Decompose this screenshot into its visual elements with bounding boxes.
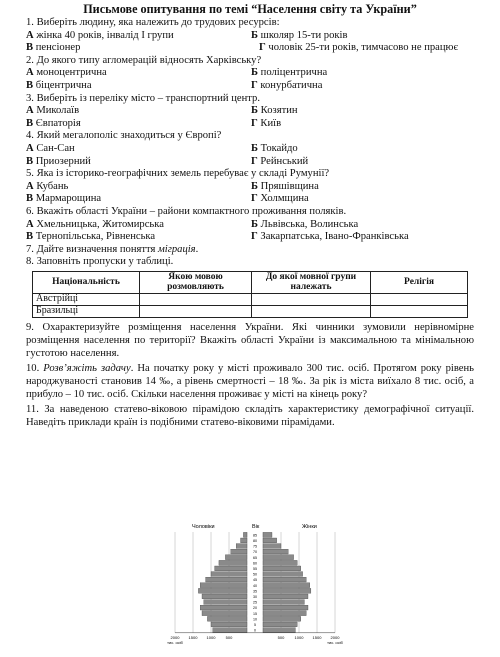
female-bar (263, 611, 306, 616)
q3-option-g: Г Київ (251, 117, 282, 129)
male-bar (204, 600, 247, 605)
table-row (33, 305, 468, 317)
q1-options-row1 (26, 30, 474, 43)
question-7: 7. Дайте визначення поняття міграція. (26, 243, 199, 255)
x-tick-label: 1000 (294, 634, 304, 640)
question-3: 3. Виберіть із переліку місто – транспортний центр. (26, 92, 260, 104)
q1-option-v: В пенсіонер (26, 42, 81, 54)
col-nationality: Національність (33, 271, 140, 293)
q2-option-g: Г конурбатична (251, 79, 323, 91)
age-tick: 85 (253, 533, 257, 538)
female-bar (263, 622, 297, 627)
male-bar (202, 594, 247, 599)
cell[interactable] (371, 293, 468, 305)
col-language-group: До якої мовної групи належать (252, 271, 371, 293)
cell[interactable] (252, 293, 371, 305)
table-row (33, 293, 468, 305)
q5-options-row2 (26, 193, 474, 206)
female-bar (263, 555, 294, 560)
question-4: 4. Який мегалополіс знаходиться у Європі? (26, 130, 222, 142)
cell[interactable] (371, 305, 468, 317)
age-tick: 25 (253, 600, 257, 605)
male-bar (198, 588, 247, 593)
age-tick: 65 (253, 555, 257, 560)
age-tick: 60 (253, 561, 257, 566)
question-11: 11. За наведеною статево-віковою пірамідою складіть характеристику демографічної ситуації. Наведіть приклади країн із подібними статево-віковими пірамідами. (26, 403, 474, 428)
male-bar (225, 555, 247, 560)
male-bar (243, 532, 247, 537)
age-tick: 10 (253, 617, 257, 622)
age-tick: 5 (254, 623, 256, 627)
male-bar (207, 616, 247, 621)
age-label: Вік (252, 524, 260, 530)
q6-option-b: Б Львівська, Волинська (251, 218, 359, 230)
age-tick: 35 (253, 589, 257, 594)
female-bar (263, 566, 301, 571)
q2-option-b: Б поліцентрична (251, 67, 328, 79)
question-10: 10. Розв’яжіть задачу. На початку року у місті проживало 300 тис. осіб. Протягом року рівень народжуваності становив 14 ‰, а рівень смертності – 18 ‰. За рік із міста виїхало 8 тис. осіб, а прибуло – 10 тис. осіб. Скільки населення проживає у місті на кінець року? (26, 362, 474, 401)
q1-option-a: А жінка 40 років, інвалід І групи (26, 29, 174, 41)
male-bar (211, 572, 247, 577)
male-bar (231, 549, 247, 554)
q5-option-a: А Кубань (26, 180, 69, 192)
male-bar (241, 538, 247, 543)
x-tick-label: 500 (225, 634, 233, 640)
female-bar (263, 588, 311, 593)
female-bar (263, 544, 281, 549)
female-bar (263, 538, 277, 543)
age-tick: 30 (253, 595, 257, 599)
x-tick-label: 1500 (188, 634, 198, 640)
age-tick: 75 (253, 544, 257, 549)
female-bar (263, 560, 297, 565)
age-ticks (253, 533, 257, 632)
male-bar (215, 566, 247, 571)
q6-options-row1 (26, 219, 474, 232)
female-bar (263, 583, 310, 588)
male-bar (236, 544, 247, 549)
male-bar (200, 605, 247, 610)
x-tick-label: 1000 (206, 634, 216, 640)
male-bar (202, 611, 247, 616)
female-bar (263, 572, 303, 577)
cell: Бразильці (33, 305, 140, 317)
male-bar (200, 583, 247, 588)
female-bar (263, 532, 272, 537)
x-unit-left: тис. осіб (167, 639, 183, 645)
female-bar (263, 549, 288, 554)
question-8: 8. Заповніть пропуски у таблиці. (26, 256, 174, 268)
female-label: Жінки (302, 524, 317, 530)
col-language: Якою мовою розмовляють (140, 271, 252, 293)
page-title: Письмове опитування по темі “Населення світу та України” (83, 2, 417, 16)
col-religion: Релігія (371, 271, 468, 293)
male-bar (206, 577, 247, 582)
male-bar (219, 560, 247, 565)
q4-option-g: Г Рейнський (251, 155, 309, 167)
q1-options-row2 (26, 42, 474, 55)
q1-option-g: Г чоловік 25-ти років, тимчасово не працює (259, 42, 458, 54)
age-tick: 0 (254, 628, 256, 633)
q4-options-row1 (26, 143, 474, 156)
q3-option-v: В Євпаторія (26, 117, 81, 129)
female-bar (263, 628, 295, 633)
q3-options-row1 (26, 105, 474, 118)
x-tick-label: 2000 (330, 634, 340, 640)
age-tick: 80 (253, 539, 257, 543)
cell: Австрійці (33, 293, 140, 305)
female-bar (263, 594, 308, 599)
age-tick: 40 (253, 583, 257, 588)
question-9: 9. Охарактеризуйте розміщення населення України. Які чинники зумовили нерівномірне розміщення населення по території? Вкажіть області України із максимальною та мінімальною густотою населення. (26, 321, 474, 360)
table-header-row (33, 271, 468, 293)
q3-option-a: А Миколаїв (26, 105, 80, 117)
q5-option-v: В Мармарощина (26, 193, 102, 205)
q4-options-row2 (26, 156, 474, 169)
age-tick: 20 (253, 606, 257, 611)
q2-option-a: А моноцентрична (26, 67, 107, 79)
age-tick: 45 (253, 578, 257, 583)
q3-options-row2 (26, 118, 474, 131)
q4-option-v: В Приозерний (26, 155, 91, 167)
cell[interactable] (252, 305, 371, 317)
female-bar (263, 605, 308, 610)
male-label: Чоловіки (192, 524, 215, 530)
term-migration: міграція (158, 243, 196, 255)
q4-option-b: Б Токайдо (251, 142, 298, 154)
age-tick: 70 (253, 550, 257, 555)
q6-option-v: В Тернопільська, Рівненська (26, 231, 156, 243)
q6-options-row2 (26, 231, 474, 244)
age-tick: 55 (253, 567, 257, 571)
q6-option-g: Г Закарпатська, Івано-Франківська (251, 231, 409, 243)
x-tick-label: 1500 (312, 634, 322, 640)
q5-option-g: Г Холмщина (251, 193, 309, 205)
question-2: 2. До якого типу агломерацій відносять Харківську? (26, 54, 262, 66)
male-bar (211, 622, 247, 627)
question-1: 1. Виберіть людину, яка належить до трудових ресурсів: (26, 17, 280, 28)
female-bar (263, 616, 301, 621)
cell[interactable] (140, 305, 252, 317)
female-bar (263, 600, 304, 605)
q5-option-b: Б Пряшівщина (251, 180, 319, 192)
q5-options-row1 (26, 181, 474, 194)
age-tick: 15 (253, 611, 257, 616)
q2-options-row1 (26, 67, 474, 80)
cell[interactable] (140, 293, 252, 305)
worksheet (26, 0, 474, 429)
male-bar (213, 628, 247, 633)
female-bar (263, 577, 306, 582)
question-6: 6. Вкажіть області України – райони компактного проживання поляків. (26, 205, 347, 217)
age-tick: 50 (253, 572, 257, 577)
x-tick-label: 2000 (170, 634, 180, 640)
question-5: 5. Яка із історико-географічних земель перебуває у складі Румунії? (26, 168, 330, 180)
x-unit-right: тис. осіб (327, 639, 343, 645)
q6-option-a: А Хмельницька, Житомирська (26, 218, 164, 230)
q1-option-b: Б школяр 15-ти років (251, 29, 348, 41)
population-pyramid-chart (167, 520, 343, 654)
x-tick-label: 500 (277, 634, 285, 640)
fill-table (32, 271, 468, 318)
q3-option-b: Б Козятин (251, 105, 298, 117)
q2-options-row2 (26, 80, 474, 93)
q2-option-v: В біцентрична (26, 79, 92, 91)
q4-option-a: А Сан-Сан (26, 142, 75, 154)
